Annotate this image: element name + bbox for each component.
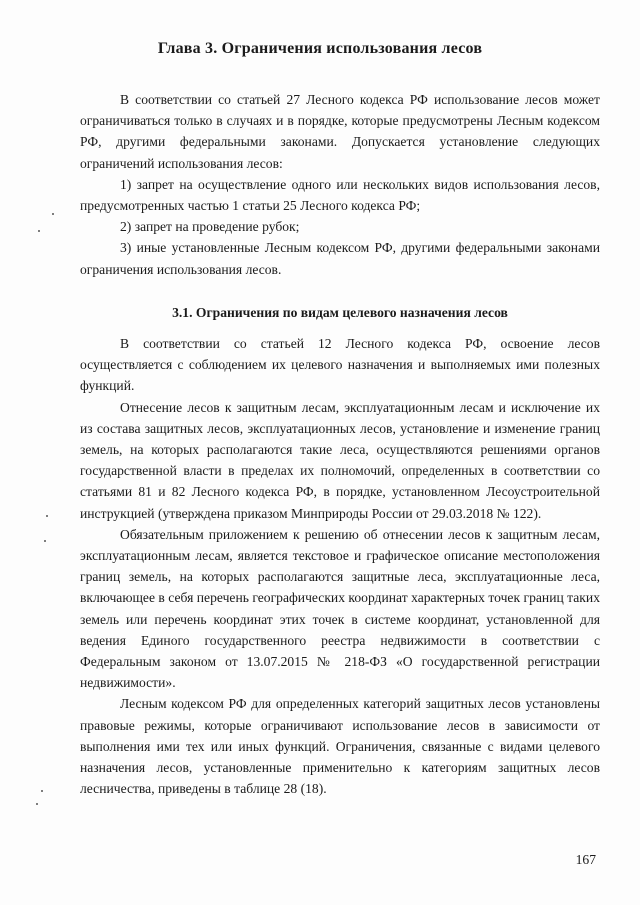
paragraph: В соответствии со статьей 12 Лесного кодекса РФ, освоение лесов осуществляется с соблюдением их целевого назначения и выполняемых ими полезных функций. xyxy=(80,336,600,394)
list-item: 2) запрет на проведение рубок; xyxy=(120,219,300,235)
scan-speck xyxy=(38,230,40,232)
list-item: 3) иные установленные Лесным кодексом РФ, другими федеральными законами ограничения использования лесов. xyxy=(80,240,600,277)
scan-speck xyxy=(46,515,48,517)
scan-speck xyxy=(41,790,43,792)
scan-speck xyxy=(52,213,54,215)
scan-speck xyxy=(36,803,38,805)
paragraph: В соответствии со статьей 27 Лесного кодекса РФ использование лесов может ограничиваться только в случаях и в порядке, которые предусмотрены Лесным кодексом РФ, другими федеральными законами. Допускается установление следующих ограничений использования лесов: xyxy=(80,92,600,171)
paragraph: Лесным кодексом РФ для определенных категорий защитных лесов установлены правовые режимы, которые ограничивают использование лесов в зависимости от выполнения ими тех или иных функций. Ограничения, связанные с видами целевого назначения лесов, установленные применительно к категориям защитных лесов лесничества, приведены в таблице 28 (18). xyxy=(80,696,600,797)
page-number: 167 xyxy=(575,852,596,867)
chapter-title: Глава 3. Ограничения использования лесов xyxy=(157,40,483,57)
paragraph: Отнесение лесов к защитным лесам, эксплуатационным лесам и исключение их из состава защитных лесов, эксплуатационных лесов, установление и изменение границ земель, на которых располагаются такие леса, осуществляются решениями органов государственной власти в пределах их полномочий, определенных в соответствии со статьями 81 и 82 Лесного кодекса РФ, в порядке, установленном Лесоустроительной инструкцией (утверждена приказом Минприроды России от 29.03.2018 № 122). xyxy=(80,399,600,521)
section-text xyxy=(80,333,600,799)
list-item: 1) запрет на осуществление одного или нескольких видов использования лесов, предусмотренных частью 1 статьи 25 Лесного кодекса РФ; xyxy=(80,176,600,214)
scan-speck xyxy=(44,540,46,542)
paragraph: Обязательным приложением к решению об отнесении лесов к защитным лесам, эксплуатационным лесам, является текстовое и графическое описание местоположения границ земель, на которых располагаются защитные леса, эксплуатационные леса, включающее в себя перечень географических координат характерных точек границ таких земель или перечень координат этих точек в системе координат, установленной для ведения Единого государственного реестра недвижимости в соответствии с Федеральным законом от 13.07.2015 № 218-ФЗ «О государственной регистрации недвижимости». xyxy=(80,526,600,691)
intro-text xyxy=(80,89,600,280)
section-title: 3.1. Ограничения по видам целевого назначения лесов xyxy=(172,305,508,320)
